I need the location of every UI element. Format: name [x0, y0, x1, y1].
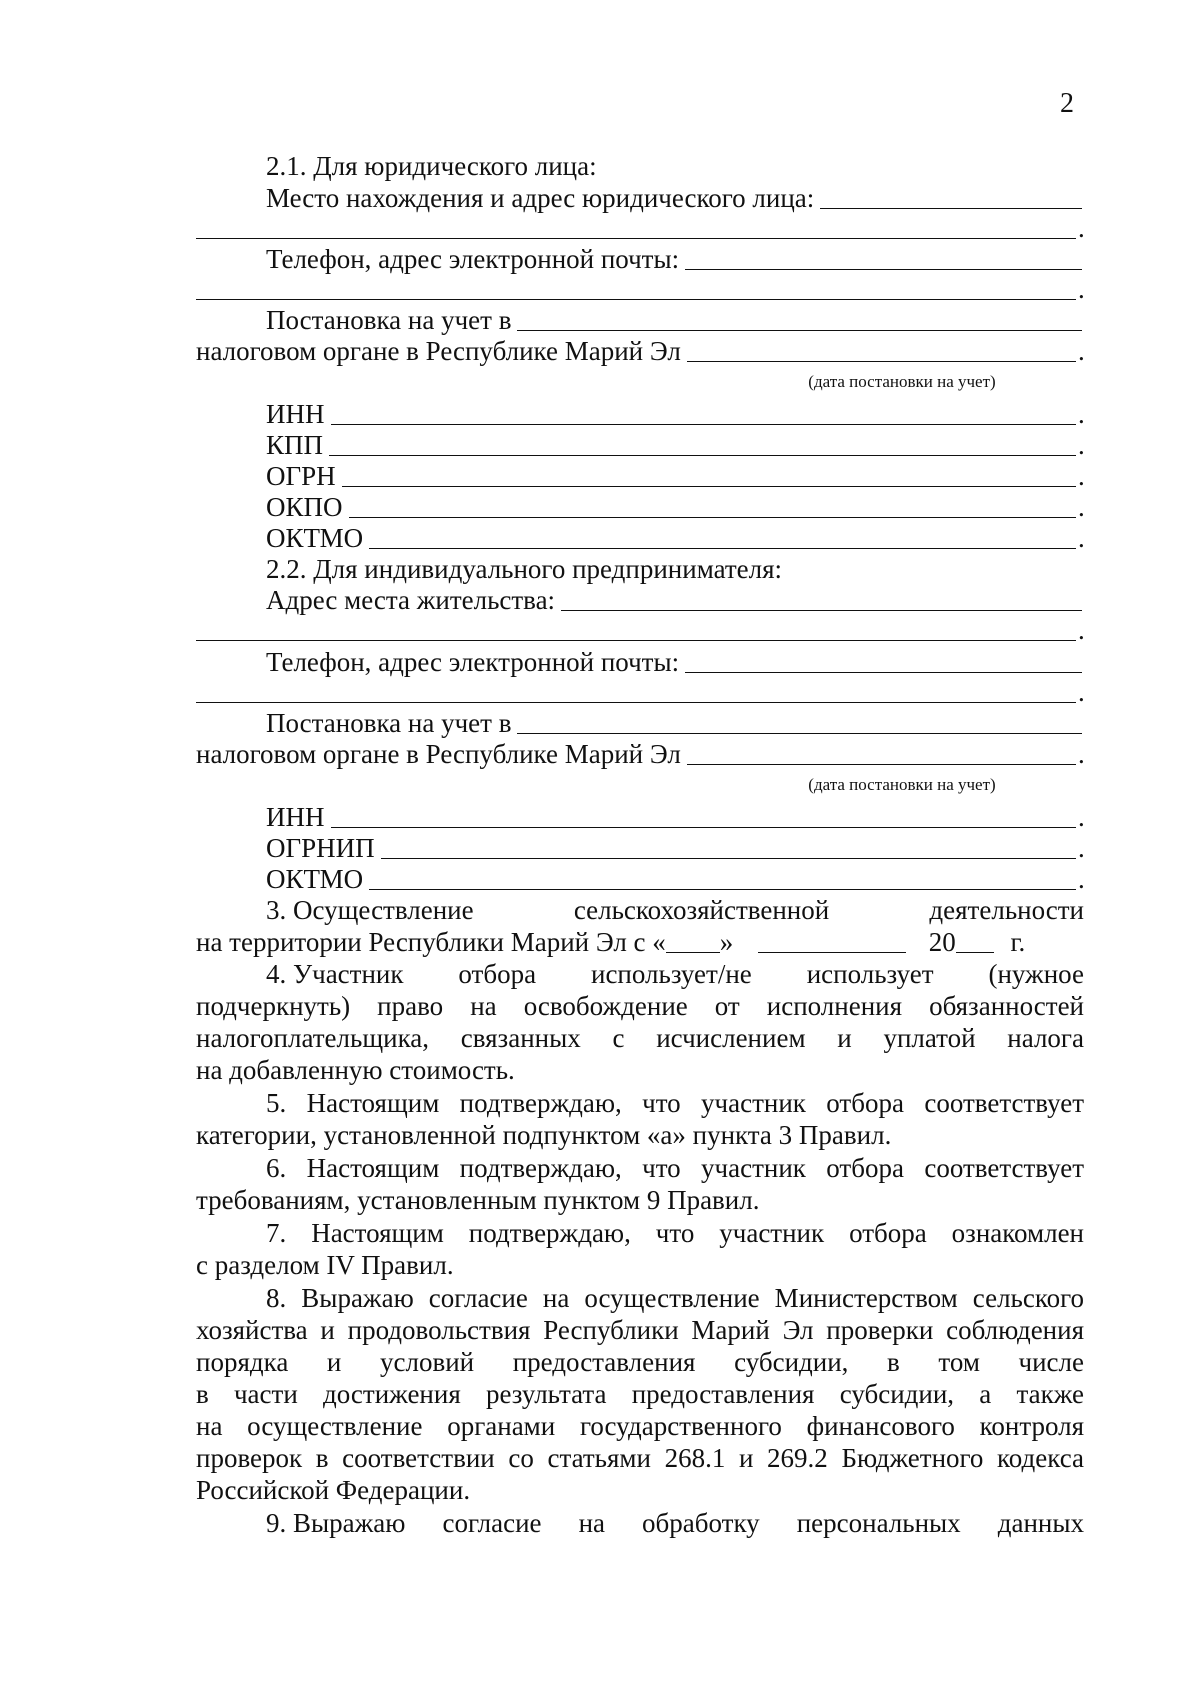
s21-phone-label: Телефон, адрес электронной почты:: [266, 244, 680, 274]
p3-year-field[interactable]: [956, 930, 994, 953]
p8-line4: в части достижения результата предоставления субсидии, а также: [196, 1379, 1084, 1409]
s22-address-field[interactable]: [561, 588, 1082, 611]
s22-phone-label: Телефон, адрес электронной почты:: [266, 647, 680, 677]
s21-okpo-label: ОКПО: [266, 492, 343, 522]
p9-word: персональных: [796, 1508, 961, 1538]
p3-word: сельскохозяйственной: [573, 895, 830, 925]
p4-word: использует: [806, 959, 934, 989]
s21-phone-field-2[interactable]: [196, 277, 1076, 300]
s21-address-field-2[interactable]: [196, 216, 1076, 239]
s22-phone-row-2: .: [196, 676, 1084, 708]
s21-address-row: [266, 182, 1084, 214]
s21-tax-label-2: налоговом органе в Республике Марий Эл: [196, 336, 681, 366]
s22-tax-field[interactable]: [517, 711, 1082, 734]
p9-word: 9. Выражаю: [266, 1508, 406, 1538]
s21-ogrn-row: ОГРН .: [266, 461, 1085, 491]
p8-line3: порядка и условий предоставления субсидии, в том числе: [196, 1347, 1084, 1377]
s21-address-label: Место нахождения и адрес юридического лица:: [266, 183, 815, 213]
p3-word: деятельности: [929, 895, 1084, 925]
s22-oktmo-label: ОКТМО: [266, 864, 364, 894]
p8-line6: проверок в соответствии со статьями 268.1 и 269.2 Бюджетного кодекса: [196, 1443, 1084, 1473]
s22-tax-row-2: налоговом органе в Республике Марий Эл .: [196, 739, 1085, 769]
s22-address-field-2[interactable]: [196, 618, 1076, 641]
p3-word: 3. Осуществление: [266, 895, 474, 925]
p4-line4: на добавленную стоимость.: [196, 1055, 515, 1085]
s22-inn-label: ИНН: [266, 802, 325, 832]
p8-line7: Российской Федерации.: [196, 1475, 471, 1505]
s22-oktmo-field[interactable]: [369, 867, 1076, 890]
s21-tax-field[interactable]: [517, 308, 1082, 331]
s21-kpp-label: КПП: [266, 430, 324, 460]
p4-word: (нужное: [988, 959, 1084, 989]
s21-phone-field[interactable]: [685, 247, 1082, 270]
s21-ogrn-label: ОГРН: [266, 461, 336, 491]
p9-word: на: [578, 1508, 606, 1538]
s22-address-row: [266, 584, 1084, 616]
s21-tax-note: (дата постановки на учет): [808, 372, 996, 391]
s21-inn-row: ИНН .: [266, 399, 1085, 429]
p8-line1: 8. Выражаю согласие на осуществление Министерством сельского: [266, 1283, 1084, 1313]
p3-month-field[interactable]: [758, 930, 906, 953]
p4-line2: подчеркнуть) право на освобождение от исполнения обязанностей: [196, 991, 1084, 1021]
s22-address-label: Адрес места жительства:: [266, 585, 556, 615]
section-2-1-heading: 2.1. Для юридического лица:: [266, 151, 597, 181]
s21-kpp-field[interactable]: [329, 433, 1076, 456]
s21-tax-row-2: налоговом органе в Республике Марий Эл .: [196, 336, 1085, 366]
p8-line5: на осуществление органами государственного финансового контроля: [196, 1411, 1084, 1441]
s21-phone-row: [266, 243, 1084, 275]
p3-prefix: на территории Республики Марий Эл с «: [196, 927, 666, 957]
p4-word: отбора: [458, 959, 537, 989]
p9-word: данных: [997, 1508, 1084, 1538]
s22-tax-label-1: Постановка на учет в: [266, 708, 512, 738]
p5-line2: категории, установленной подпунктом «а» пункта 3 Правил.: [196, 1120, 892, 1150]
s21-kpp-row: КПП .: [266, 430, 1085, 460]
s21-ogrn-field[interactable]: [342, 464, 1076, 487]
s22-tax-label-2: налоговом органе в Республике Марий Эл: [196, 739, 681, 769]
p7-line2: с разделом IV Правил.: [196, 1250, 454, 1280]
p3-suffix: г.: [1010, 927, 1026, 957]
s21-okpo-row: ОКПО .: [266, 492, 1085, 522]
s21-address-field[interactable]: [820, 186, 1082, 209]
p8-line2: хозяйства и продовольствия Республики Марий Эл проверки соблюдения: [196, 1315, 1084, 1345]
p3-line2: [196, 926, 1084, 958]
p3-year-prefix: 20: [928, 927, 956, 957]
p3-line1: [266, 894, 1084, 926]
s21-oktmo-row: ОКТМО .: [266, 523, 1085, 553]
s22-phone-field[interactable]: [685, 650, 1082, 673]
s21-inn-field[interactable]: [331, 402, 1077, 425]
s21-oktmo-field[interactable]: [369, 526, 1076, 549]
p6-line2: требованиям, установленным пунктом 9 Правил.: [196, 1185, 760, 1215]
p4-word: использует/не: [591, 959, 752, 989]
s21-tax-label-1: Постановка на учет в: [266, 305, 512, 335]
p4-line1: [266, 958, 1084, 990]
s22-tax-note: (дата постановки на учет): [808, 775, 996, 794]
s21-oktmo-label: ОКТМО: [266, 523, 364, 553]
p4-line3: налогоплательщика, связанных с исчислением и уплатой налога: [196, 1023, 1084, 1053]
s22-phone-row: [266, 646, 1084, 678]
p3-day-field[interactable]: [666, 930, 720, 953]
p3-quote-close: »: [719, 927, 734, 957]
s22-inn-field[interactable]: [331, 805, 1077, 828]
s22-ogrnip-label: ОГРНИП: [266, 833, 375, 863]
p7-line1: 7. Настоящим подтверждаю, что участник отбора ознакомлен: [266, 1218, 1084, 1248]
s22-phone-field-2[interactable]: [196, 680, 1076, 703]
s21-phone-row-2: .: [196, 273, 1084, 305]
page-number: 2: [1060, 88, 1074, 119]
p4-word: 4. Участник: [266, 959, 404, 989]
s21-address-row-2: .: [196, 212, 1084, 244]
p9-word: согласие: [442, 1508, 542, 1538]
s21-tax-row: [266, 304, 1084, 336]
p9-word: обработку: [642, 1508, 760, 1538]
s22-tax-date-field[interactable]: [687, 742, 1076, 765]
p6-line1: 6. Настоящим подтверждаю, что участник отбора соответствует: [266, 1153, 1084, 1183]
s22-ogrnip-row: ОГРНИП .: [266, 833, 1085, 863]
p9-line1: [266, 1507, 1084, 1539]
s22-ogrnip-field[interactable]: [381, 836, 1076, 859]
section-2-2-heading: 2.2. Для индивидуального предпринимателя:: [266, 554, 783, 584]
s22-inn-row: ИНН .: [266, 802, 1085, 832]
s21-okpo-field[interactable]: [349, 495, 1076, 518]
s21-tax-date-field[interactable]: [687, 339, 1076, 362]
p5-line1: 5. Настоящим подтверждаю, что участник отбора соответствует: [266, 1088, 1084, 1118]
s22-tax-row: [266, 707, 1084, 739]
s22-oktmo-row: ОКТМО .: [266, 864, 1085, 894]
s22-address-row-2: .: [196, 614, 1084, 646]
s21-inn-label: ИНН: [266, 399, 325, 429]
